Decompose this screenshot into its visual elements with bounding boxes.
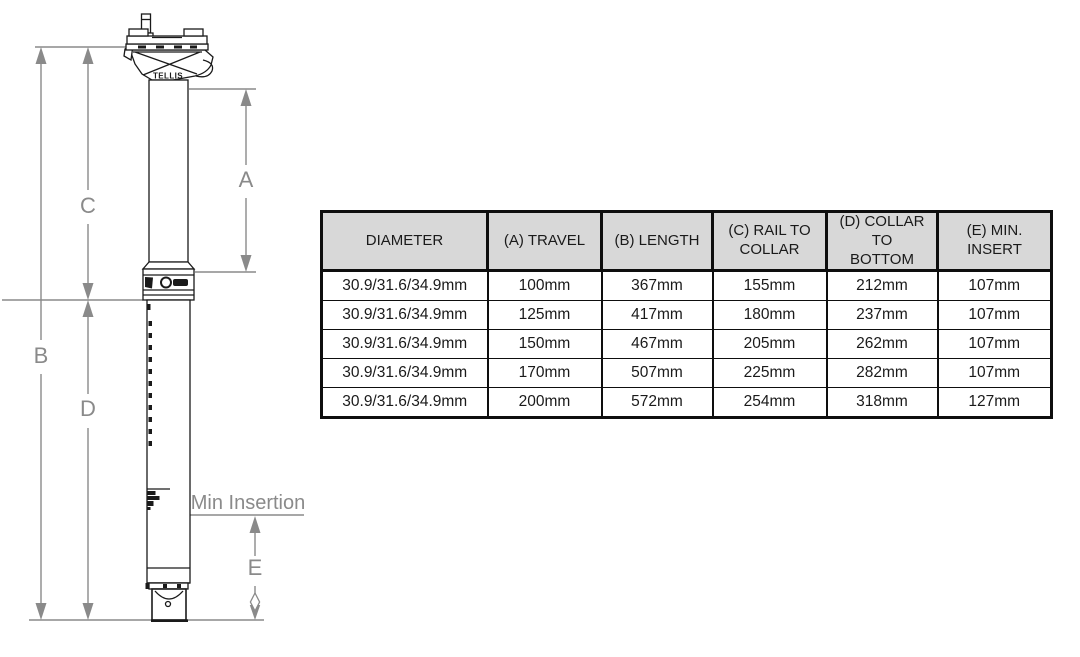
spec-cell: 507mm (602, 359, 713, 388)
lower-tube (147, 300, 190, 583)
header-row (322, 212, 1052, 271)
arrow-e-up (250, 516, 261, 533)
dim-label-a: A (238, 167, 254, 192)
spec-cell: 262mm (827, 330, 938, 359)
spec-cell: 100mm (488, 271, 602, 301)
spec-cell: 572mm (602, 388, 713, 418)
col-header-collar-to-bottom: (D) COLLAR TO BOTTOM (827, 212, 938, 271)
spec-cell: 125mm (488, 301, 602, 330)
bottom-actuator (146, 583, 191, 621)
spec-cell: 212mm (827, 271, 938, 301)
arrow-d-down (83, 603, 94, 620)
spec-cell: 225mm (713, 359, 827, 388)
actuator-band (149, 583, 188, 589)
table-row (322, 359, 1052, 388)
spec-cell: 155mm (713, 271, 827, 301)
table-row (322, 330, 1052, 359)
spec-cell: 237mm (827, 301, 938, 330)
post-brand-label: TELLIS (153, 71, 183, 81)
seatpost-diagram (0, 0, 320, 657)
saddle-clamp-head (124, 14, 213, 80)
dim-label-b: B (33, 343, 49, 368)
dim-label-d: D (80, 396, 96, 421)
spec-cell: 367mm (602, 271, 713, 301)
spec-cell: 180mm (713, 301, 827, 330)
spec-cell: 107mm (938, 359, 1052, 388)
arrow-d-up (83, 300, 94, 317)
arrow-b-down (36, 603, 47, 620)
upper-tube (149, 80, 188, 262)
spec-cell: 107mm (938, 301, 1052, 330)
spec-cell: 467mm (602, 330, 713, 359)
arrow-a-up (241, 89, 252, 106)
clamp-cap-left (129, 29, 148, 36)
col-header-rail-to-collar: (C) RAIL TO COLLAR (713, 212, 827, 271)
spec-cell: 318mm (827, 388, 938, 418)
spec-cell: 127mm (938, 388, 1052, 418)
arrow-c-down (83, 283, 94, 300)
seatpost-art (124, 14, 213, 621)
spec-cell: 107mm (938, 330, 1052, 359)
dim-label-e: E (247, 555, 263, 580)
spec-cell: 170mm (488, 359, 602, 388)
col-header-min-insert: (E) MIN. INSERT (938, 212, 1052, 271)
col-header-diameter: DIAMETER (322, 212, 488, 271)
spec-table-wrap (320, 210, 1053, 419)
spec-cell: 30.9/31.6/34.9mm (322, 359, 488, 388)
spec-cell: 30.9/31.6/34.9mm (322, 388, 488, 418)
spec-cell: 254mm (713, 388, 827, 418)
col-header-travel: (A) TRAVEL (488, 212, 602, 271)
collar (143, 262, 194, 300)
spec-cell: 282mm (827, 359, 938, 388)
dim-label-c: C (80, 193, 96, 218)
arrow-a-down (241, 255, 252, 272)
arrow-b-up (36, 47, 47, 64)
spec-cell: 30.9/31.6/34.9mm (322, 330, 488, 359)
spec-cell: 200mm (488, 388, 602, 418)
spec-cell: 107mm (938, 271, 1052, 301)
arrow-c-up (83, 47, 94, 64)
table-row (322, 301, 1052, 330)
col-header-length: (B) LENGTH (602, 212, 713, 271)
table-row (322, 271, 1052, 301)
tube-notch (147, 304, 151, 310)
spec-cell: 30.9/31.6/34.9mm (322, 271, 488, 301)
spec-cell: 30.9/31.6/34.9mm (322, 301, 488, 330)
collar-flare (143, 262, 194, 269)
spec-cell: 417mm (602, 301, 713, 330)
spec-cell: 205mm (713, 330, 827, 359)
table-row (322, 388, 1052, 418)
min-insertion-label: Min Insertion (190, 492, 306, 514)
spec-table (320, 210, 1053, 419)
clamp-cap-right (184, 29, 203, 36)
spec-cell: 150mm (488, 330, 602, 359)
